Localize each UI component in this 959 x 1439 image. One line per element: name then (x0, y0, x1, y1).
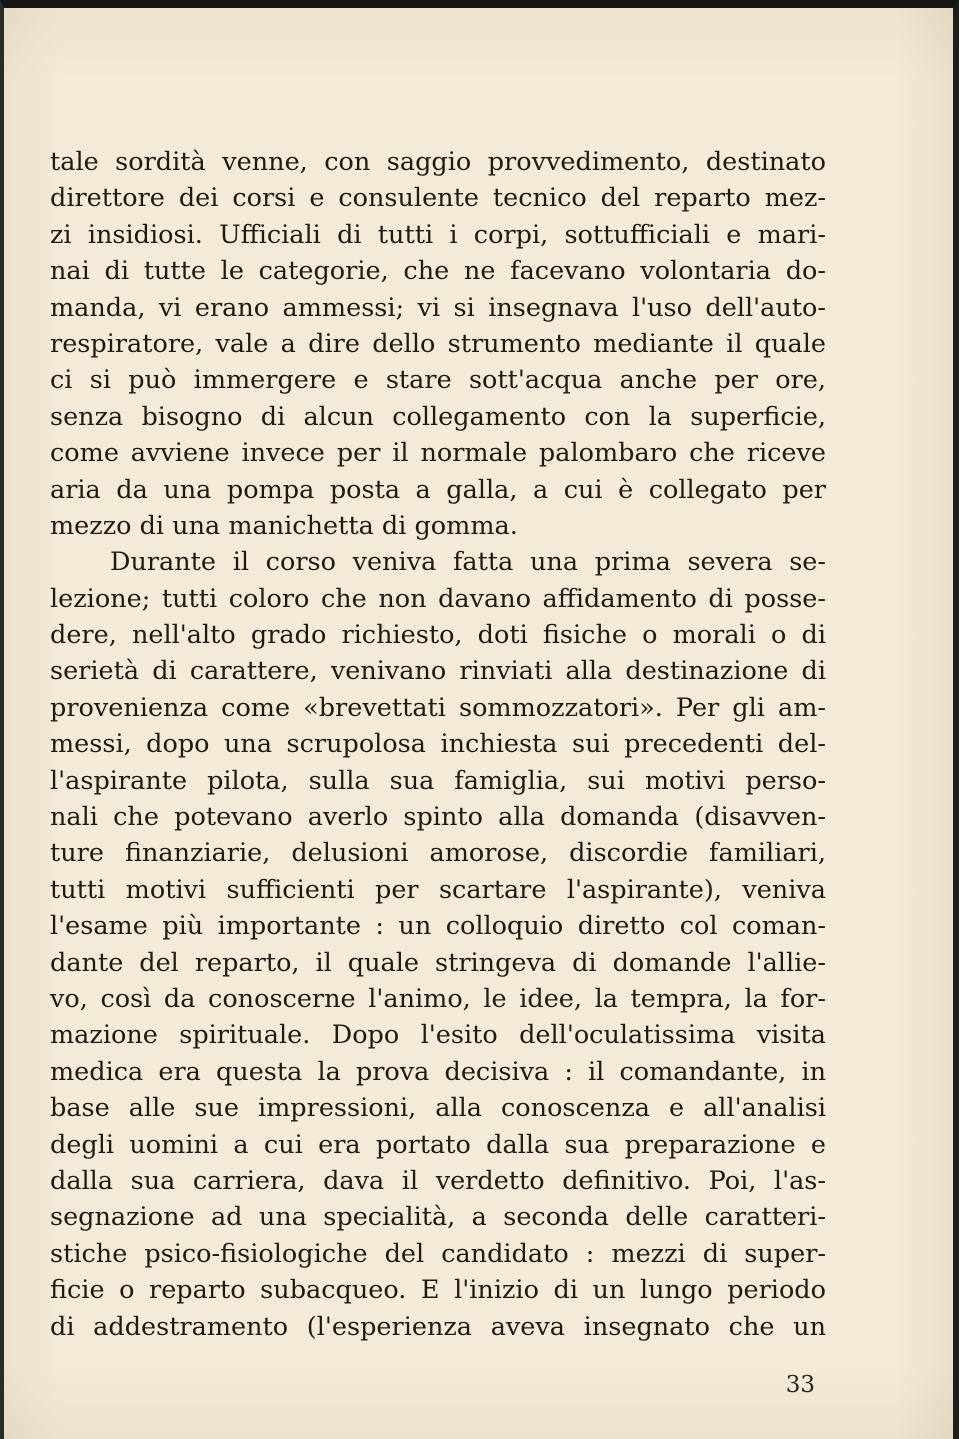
text-line: nali che potevano averlo spinto alla domanda (disavven- (50, 802, 826, 833)
text-line: medica era questa la prova decisiva : il comandante, in (50, 1056, 826, 1087)
page-number: 33 (785, 1372, 815, 1398)
text-line: senza bisogno di alcun collegamento con la superficie, (50, 401, 826, 432)
text-line: respiratore, vale a dire dello strumento mediante il quale (50, 328, 826, 359)
text-line: di addestramento (l'esperienza aveva insegnato che un (50, 1311, 826, 1342)
text-line: ture finanziarie, delusioni amorose, discordie familiari, (50, 838, 826, 869)
text-line: vo, così da conoscerne l'animo, le idee, la tempra, la for- (50, 983, 826, 1014)
text-line: dante del reparto, il quale stringeva di domande l'allie- (50, 947, 826, 978)
text-line: l'esame più importante : un colloquio diretto col coman- (50, 911, 826, 942)
text-line: base alle sue impressioni, alla conoscenza e all'analisi (50, 1093, 826, 1124)
text-line: aria da una pompa posta a galla, a cui è collegato per (50, 474, 826, 505)
text-line: zi insidiosi. Ufficiali di tutti i corpi, sottufficiali e mari- (50, 219, 826, 250)
text-line: dere, nell'alto grado richiesto, doti fisiche o morali o di (50, 620, 826, 651)
text-line: mazione spirituale. Dopo l'esito dell'oculatissima visita (50, 1020, 826, 1051)
text-line: degli uomini a cui era portato dalla sua preparazione e (50, 1129, 826, 1160)
text-line: direttore dei corsi e consulente tecnico del reparto mez- (50, 183, 826, 214)
text-line: manda, vi erano ammessi; vi si insegnava l'uso dell'auto- (50, 292, 826, 323)
text-line: ci si può immergere e stare sott'acqua anche per ore, (50, 365, 826, 396)
paragraph-2 (50, 544, 826, 1345)
text-line: provenienza come «brevettati sommozzatori». Per gli am- (50, 692, 826, 723)
text-line: ficie o reparto subacqueo. E l'inizio di un lungo periodo (50, 1275, 826, 1306)
text-line: mezzo di una manichetta di gomma. (50, 510, 518, 541)
text-line: come avviene invece per il normale palombaro che riceve (50, 438, 826, 469)
text-line: l'aspirante pilota, sulla sua famiglia, sui motivi perso- (50, 765, 826, 796)
text-line: tale sordità venne, con saggio provvedimento, destinato (50, 147, 826, 177)
text-line: stiche psico-fisiologiche del candidato : mezzi di super- (50, 1238, 826, 1269)
text-line: serietà di carattere, venivano rinviati alla destinazione di (50, 656, 826, 687)
text-line: segnazione ad una specialità, a seconda delle caratteri- (50, 1202, 826, 1233)
text-line: lezione; tutti coloro che non davano affidamento di posse- (50, 583, 826, 614)
text-line: Durante il corso veniva fatta una prima severa se- (110, 547, 826, 578)
body-text (50, 144, 826, 1345)
text-line: tutti motivi sufficienti per scartare l'aspirante), veniva (50, 874, 826, 905)
text-line: dalla sua carriera, dava il verdetto definitivo. Poi, l'as- (50, 1165, 826, 1196)
text-line: messi, dopo una scrupolosa inchiesta sui precedenti del- (50, 729, 826, 760)
paragraph-1 (50, 144, 826, 544)
text-line: nai di tutte le categorie, che ne facevano volontaria do- (50, 256, 826, 287)
